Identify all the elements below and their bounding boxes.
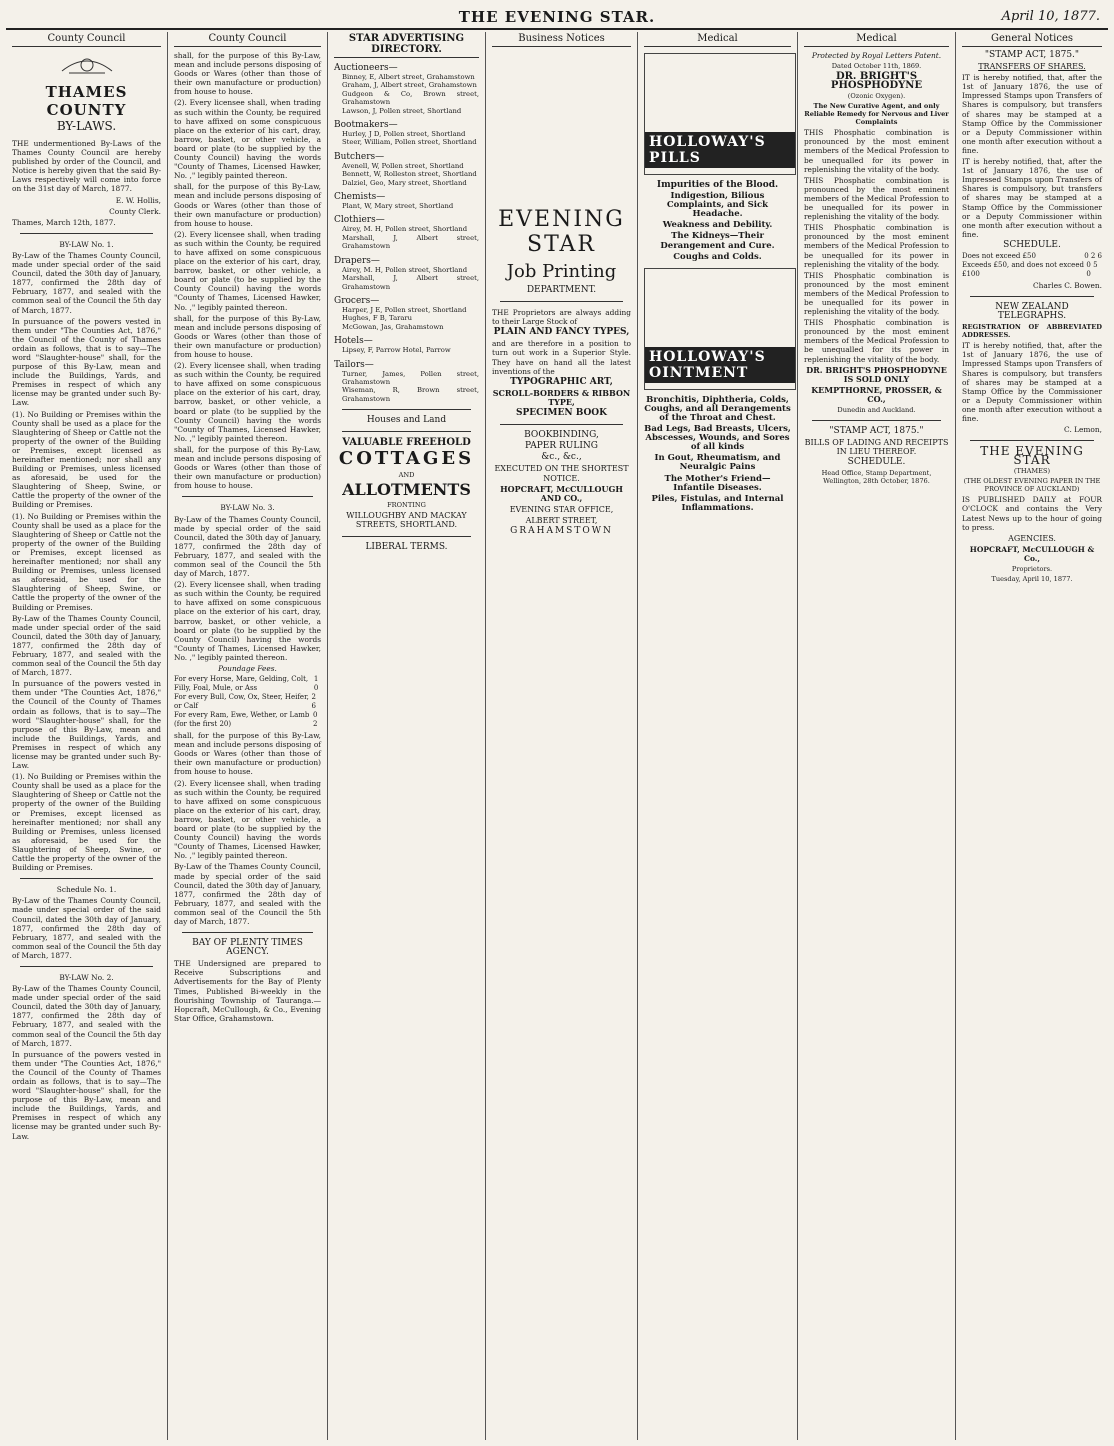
paragraph: In pursuance of the powers vested in them under "The Counties Act, 1876," the Council of the County of Thames ordain as follows, that is to say—The word "Slaughter-house" shall, for the purpose of this By-Law, mean and include the Buildings, Yards, and Premises in respect of which any license may be granted under such By-Law.	[12, 1049, 161, 1141]
schedule-label: Exceeds £50, and does not exceed £100	[962, 260, 1084, 278]
directory-entry: Lawson, J, Pollen street, Shortland	[342, 106, 462, 115]
divider	[20, 966, 153, 967]
section-heading: In Gout, Rheumatism, and Neuralgic Pains	[654, 453, 781, 473]
paragraph: By-Law of the Thames County Council, made under special order of the said Council, dated the 30th day of January, 1877, confirmed the 28th day of February, 1877, and sealed with the common seal of the Council the 5th day of March, 1877.	[12, 250, 161, 315]
sold-heading: DR. BRIGHT'S PHOSPHODYNE IS SOLD ONLY	[806, 364, 947, 384]
divider	[20, 878, 153, 879]
holloway-pills-illustration	[644, 53, 796, 175]
paragraph: shall, for the purpose of this By-Law, mean and include persons disposing of Goods or Wares (other than those of their own manufacture or production) from house to house.	[174, 444, 321, 491]
directory-entry: Harper, J E, Pollen street, Shortland	[342, 305, 467, 314]
paragraph: shall, for the purpose of this By-Law, mean and include persons disposing of Goods or Wares (other than those of their own manufacture or production) from house to house.	[174, 51, 321, 97]
bylaws-title: THAMES COUNTY	[45, 83, 128, 119]
ad-line: GRAHAMSTOWN	[510, 525, 613, 536]
pills-label: HOLLOWAY'S PILLS	[645, 132, 795, 168]
agents-location: Dunedin and Auckland.	[837, 406, 916, 414]
schedule-amount: 0 2 6	[1084, 251, 1102, 260]
fee-row	[174, 693, 321, 711]
paragraph: (1). No Building or Premises within the County shall be used as a place for the Slaughtering of Sheep or Cattle not the property of the owner of the Building or Premises, except licensed as hereinafter mentioned; nor shall any Building or Premises, unless licensed as aforesaid, be used for the Slaughtering of Sheep, Swine, or Cattle the property of the owner of the Building or Premises.	[12, 772, 161, 873]
section-heading: Indigestion, Bilious Complaints, and Sick Headache.	[666, 191, 769, 220]
paragraph: shall, for the purpose of this By-Law, mean and include persons disposing of Goods or Wares (other than those of their own manufacture or production) from house to house.	[174, 313, 321, 359]
directory-entry: Marshall, J, Albert street, Grahamstown	[342, 274, 479, 291]
schedule-heading: SCHEDULE.	[1003, 239, 1061, 250]
paragraph: shall, for the purpose of this By-Law, mean and include persons disposing of Goods or Wares (other than those of their own manufacture or production) from house to house.	[174, 731, 321, 777]
column-county-council-1	[6, 32, 168, 1440]
directory-category: Tailors—	[334, 359, 374, 370]
ad-line: ALBERT STREET,	[525, 515, 598, 525]
signature: E. W. Hollis,	[115, 195, 161, 205]
published-paragraph: IS PUBLISHED DAILY at FOUR O'CLOCK and contains the Very Latest News up to the hour of going to press.	[962, 495, 1102, 532]
divider	[20, 233, 153, 234]
ad-line: AND	[398, 471, 415, 480]
paragraph: (2). Every licensee shall, when trading as such within the County, be required to have affixed on some conspicuous place on the exterior of his cart, dray, barrow, basket, or other vehicle, a board or plate (to be supplied by the County Council) having the words "County of Thames, Licensed Hawker, No. ," legibly painted thereon.	[174, 361, 321, 443]
directory-entry: Wiseman, R, Brown street, Grahamstown	[342, 386, 479, 403]
section-heading: Coughs and Colds.	[673, 251, 762, 262]
directory-category: Butchers—	[334, 151, 385, 162]
ad-line: HOPCRAFT, McCULLOUGH AND CO.,	[500, 483, 623, 503]
paragraph: THIS Phosphatic combination is pronounced by the most eminent members of the Medical Profession to be unequalled for its power in replenishing the vitality of the body.	[804, 175, 949, 222]
fee-label: For every Ram, Ewe, Wether, or Lamb (for the first 20)	[174, 711, 310, 729]
divider	[182, 496, 313, 497]
signature: Charles C. Bowen.	[1032, 280, 1102, 290]
bay-paragraph: THE Undersigned are prepared to Receive Subscriptions and Advertisements for the Bay of Plenty Times, Published Bi-weekly in the flourishing Township of Tauranga.—Hopcraft, McCullough, & Co., Evening Star Office, Grahamstown.	[174, 959, 321, 1023]
paragraph: (2). Every licensee shall, when trading as such within the County, be required to have affixed on some conspicuous place on the exterior of his cart, dray, barrow, basket, or other vehicle, a board or plate (to be supplied by the County Council) having the words "County of Thames, Licensed Hawker, No. ," legibly painted thereon.	[174, 98, 321, 181]
fee-row	[174, 675, 321, 693]
agents-name: KEMPTHORNE, PROSSER, & CO.,	[811, 384, 942, 404]
paragraph: THIS Phosphatic combination is pronounced by the most eminent members of the Medical Profession to be unequalled for its power in replenishing the vitality of the body.	[804, 318, 949, 364]
head-office: Head Office, Stamp Department, Wellington, 28th October, 1876.	[821, 469, 932, 486]
bylaw-heading: BY-LAW No. 1.	[59, 239, 114, 249]
paragraph: IT is hereby notified, that, after the 1st of January 1876, the use of Impressed Stamps upon Transfers of Shares is compulsory, but transfers of shares may be stamped at a Stamp Office by the Commissioner or a Deputy Commissioner within one month after execution without a fine.	[962, 73, 1102, 155]
divider	[342, 409, 471, 410]
registration-heading: REGISTRATION OF ABBREVIATED ADDRESSES.	[962, 323, 1102, 340]
directory-entry: Airey, M. H, Pollen street, Shortland	[342, 265, 468, 274]
ad-line: EVENING STAR OFFICE,	[509, 504, 614, 514]
schedule-row	[962, 252, 1102, 261]
bay-heading: BAY OF PLENTY TIMES AGENCY.	[192, 938, 303, 958]
column-header: STAR ADVERTISING DIRECTORY.	[334, 32, 479, 58]
fee-amount: 1 0	[313, 675, 319, 693]
ad-line: SPECIMEN BOOK	[516, 408, 607, 419]
divider	[500, 301, 623, 302]
directory-category: Drapers—	[334, 255, 380, 266]
divider	[970, 296, 1094, 297]
column-header: General Notices	[962, 32, 1102, 47]
dateline: Thames, March 12th, 1877.	[12, 217, 116, 227]
ad-line: TYPOGRAPHIC ART,	[510, 376, 613, 387]
divider	[970, 440, 1094, 441]
product-name: DR. BRIGHT'S PHOSPHODYNE	[830, 71, 923, 92]
signature: C. Lemon,	[1064, 425, 1102, 435]
paragraph: By-Law of the Thames County Council, made under special order of the said Council, dated the 30th day of January, 1877, confirmed the 28th day of February, 1877, and sealed with the common seal of the Council the 5th day of March, 1877.	[12, 896, 161, 960]
schedule-heading: SCHEDULE.	[847, 457, 906, 468]
ad-line: BOOKBINDING,	[524, 430, 599, 441]
job-printing-heading: Job Printing	[506, 261, 617, 282]
column-general-notices	[956, 32, 1108, 1440]
bylaws-subtitle: BY-LAWS.	[56, 119, 117, 133]
directory-entry: Dalziel, Geo, Mary street, Shortland	[342, 178, 467, 187]
column-header: Medical	[644, 32, 791, 47]
masthead	[6, 6, 1108, 30]
directory-category: Clothiers—	[334, 215, 385, 226]
issue-date: April 10, 1877.	[1001, 9, 1100, 24]
directory-category: Grocers—	[334, 295, 380, 306]
bylaw-heading: BY-LAW No. 3.	[220, 503, 275, 513]
fee-label: For every Horse, Mare, Gelding, Colt, Filly, Foal, Mule, or Ass	[174, 675, 309, 693]
directory-category: Hotels—	[334, 336, 373, 347]
holloway-ointment-illustration	[644, 268, 796, 390]
ad-line: VALUABLE FREEHOLD	[342, 437, 471, 449]
paragraph: In pursuance of the powers vested in them under "The Counties Act, 1876," the Council of the County of Thames ordain as follows, that is to say—The word "Slaughter-house" shall, for the purpose of this By-Law, mean and include the Buildings, Yards, and Premises in respect of which any license may be granted under such By-Law.	[12, 316, 161, 408]
column-header: Medical	[804, 32, 949, 47]
directory-entry: Turner, James, Pollen street, Grahamstown	[342, 369, 479, 386]
paragraph: THIS Phosphatic combination is pronounced by the most eminent members of the Medical Profession to be unequalled for its power in replenishing the vitality of the body.	[804, 270, 949, 317]
directory-entry: Gudgeon & Co, Brown street, Grahamstown	[342, 89, 479, 107]
paragraph: THIS Phosphatic combination is pronounced by the most eminent members of the Medical Profession to be unequalled for its power in replenishing the vitality of the body.	[804, 223, 949, 269]
directory-entry: Graham, J, Albert street, Grahamstown	[342, 81, 477, 90]
transfers-heading: TRANSFERS OF SHARES.	[978, 62, 1086, 72]
product-subtitle: (Ozonic Oxygen).	[847, 92, 906, 101]
paragraph: (2). Every licensee shall, when trading as such within the County, be required to have affixed on some conspicuous place on the exterior of his cart, dray, barrow, basket, or other vehicle, a board or plate (to be supplied by the County Council) having the words "County of Thames, Licensed Hawker, No. ," legibly painted thereon.	[174, 778, 321, 861]
evening-star-heading: THE EVENING STAR	[980, 444, 1084, 468]
ad-line: LIBERAL TERMS.	[365, 541, 448, 552]
directory-entry: Bennett, W, Rolleston street, Shortland	[342, 170, 477, 179]
section-heading: Bronchitis, Diphtheria, Colds, Coughs, and all Derangements of the Throat and Chest.	[644, 394, 791, 423]
fee-amount: 0 2	[313, 711, 318, 729]
spacer	[492, 51, 631, 201]
divider	[342, 431, 471, 432]
divider	[812, 420, 941, 421]
directory-entry: Hughes, F B, Tararu	[342, 314, 413, 323]
column-medical-1	[638, 32, 798, 1440]
directory-entry: Airey, M. H, Pollen street, Shortland	[342, 225, 468, 234]
department-heading: DEPARTMENT.	[526, 285, 597, 295]
schedule-heading: Schedule No. 1.	[56, 885, 117, 895]
directory-entry: Avenell, W, Pollen street, Shortland	[342, 161, 464, 170]
fee-label: For every Bull, Cow, Ox, Steer, Heifer, or Calf	[174, 693, 309, 711]
agencies-heading: AGENCIES.	[1008, 533, 1056, 543]
divider	[342, 536, 471, 537]
directory-entry: Steer, William, Pollen street, Shortland	[342, 138, 477, 147]
ad-line: &c., &c.,	[541, 452, 582, 463]
fees-heading: Poundage Fees.	[218, 664, 277, 673]
paragraph: (2). Every licensee shall, when trading as such within the County, be required to have affixed on some conspicuous place on the exterior of his cart, dray, barrow, basket, or other vehicle, a board or plate (to be supplied by the County Council) having the words "County of Thames, Licensed Hawker, No. ," legibly painted thereon.	[174, 580, 321, 662]
paragraph: By-Law of the Thames County Council, made by special order of the said Council, dated the 30th day of January, 1877, confirmed the 28th day of February, 1877, and sealed with the common seal of the Council the 5th day of March, 1877.	[174, 862, 321, 926]
divider	[500, 424, 623, 425]
paragraph: THE Proprietors are always adding to their Large Stock of	[492, 308, 631, 327]
directory-list	[334, 63, 479, 403]
section-heading: Piles, Fistulas, and Internal Inflammations.	[651, 493, 784, 513]
intro-paragraph: THE undermentioned By-Laws of the Thames County Council are hereby published by order of the Council, and Notice is hereby given that the said By-Laws respectively will come into force on the 31st day of March, 1877.	[12, 139, 161, 194]
bills-heading: BILLS OF LADING AND RECEIPTS IN LIEU THEREOF.	[804, 438, 949, 457]
directory-entry: McGowan, Jas, Grahamstown	[342, 322, 444, 331]
paragraph: and are therefore in a position to turn out work in a Superior Style. They have on hand all the latest inventions of the	[492, 339, 631, 376]
paragraph: (1). No Building or Premises within the County shall be used as a place for the Slaughtering of Sheep or Cattle not the property of the owner of the Building or Premises, except licensed as hereinafter mentioned; nor shall any Building or Premises, unless licensed as aforesaid, be used for the Slaughtering of Sheep, Swine, or Cattle the property of the owner of the Building or Premises.	[12, 511, 161, 612]
section-heading: Impurities of the Blood.	[656, 180, 779, 190]
product-tagline: The New Curative Agent, and only Reliable Remedy for Nervous and Liver Complaints	[804, 102, 949, 127]
column-header: Business Notices	[492, 32, 631, 47]
section-heading: The Kidneys—Their Derangement and Cure.	[660, 231, 775, 251]
paragraph: By-Law of the Thames County Council, made by special order of the said Council, dated the 30th day of January, 1877, confirmed the 28th day of February, 1877, and sealed with the common seal of the Council the 5th day of March, 1877.	[174, 514, 321, 579]
divider	[182, 932, 313, 933]
paragraph: In pursuance of the powers vested in them under "The Counties Act, 1876," the Council of the County of Thames ordain as follows, that is to say—The word "Slaughter-house" shall, for the purpose of this By-Law, mean and include the Buildings, Yards, and Premises in respect of which any license may be granted under such By-Law.	[12, 679, 161, 771]
ointment-label: HOLLOWAY'S OINTMENT	[645, 347, 795, 383]
directory-entry: Binney, E, Albert street, Grahamstown	[342, 73, 475, 81]
signature-title: County Clerk.	[109, 206, 161, 216]
schedule-row	[962, 261, 1102, 279]
paragraph: By-Law of the Thames County Council, made under special order of the said Council, dated the 30th day of January, 1877, confirmed the 28th day of February, 1877, and sealed with the common seal of the Council the 5th day of March, 1877.	[12, 984, 161, 1048]
ad-line: WILLOUGHBY AND MACKAY STREETS, SHORTLAND.	[346, 511, 467, 530]
oldest-line: (THE OLDEST EVENING PAPER IN THE PROVINCE OF AUCKLAND)	[963, 477, 1101, 494]
column-header: County Council	[12, 32, 161, 47]
section-heading: Bad Legs, Bad Breasts, Ulcers, Abscesses, Wounds, and Sores of all kinds	[644, 424, 791, 453]
ad-line: COTTAGES	[338, 448, 475, 470]
paragraph: shall, for the purpose of this By-Law, mean and include persons disposing of Goods or Wares (other than those of their own manufacture or production) from house to house.	[174, 182, 321, 228]
paragraph: THIS Phosphatic combination is pronounced by the most eminent members of the Medical Profession to be unequalled for its power in replenishing the vitality of the body.	[804, 128, 949, 174]
page-columns	[6, 32, 1108, 1440]
newspaper-title: THE EVENING STAR.	[458, 8, 656, 26]
directory-category: Bootmakers—	[334, 120, 398, 131]
directory-entry: Hurley, J D, Pollen street, Shortland	[342, 130, 466, 139]
proprietor-title: Proprietors.	[1011, 565, 1053, 574]
ad-line: PLAIN AND FANCY TYPES,	[493, 327, 630, 338]
stamp-act-heading: "STAMP ACT, 1875."	[829, 426, 924, 436]
ad-line: SCROLL-BORDERS & RIBBON TYPE,	[492, 387, 631, 407]
paragraph: (2). Every licensee shall, when trading as such within the County, be required to have affixed on some conspicuous place on the exterior of his cart, dray, barrow, basket, or other vehicle, a board or plate (to be supplied by the County Council) having the words "County of Thames, Licensed Hawker, No. ," legibly painted thereon.	[174, 229, 321, 312]
paragraph: IT is hereby notified, that, after the 1st of January 1876, the use of Impressed Stamps upon Transfers of Shares is compulsory, but transfers of shares may be stamped at a Stamp Office by the Commissioner or a Deputy Commissioner within one month after execution without a fine.	[962, 157, 1102, 239]
telegraphs-heading: NEW ZEALAND TELEGRAPHS.	[995, 302, 1069, 322]
ad-line: PAPER RULING	[525, 441, 598, 452]
column-header: County Council	[174, 32, 321, 47]
directory-category: Auctioneers—	[334, 63, 398, 73]
fee-row	[174, 711, 321, 729]
stamp-act-heading: "STAMP ACT, 1875."	[984, 50, 1080, 60]
issue-line: Tuesday, April 10, 1877.	[991, 575, 1073, 584]
column-medical-2	[798, 32, 956, 1440]
section-heading: Weakness and Debility.	[662, 220, 773, 231]
patent-date: Dated October 11th, 1869.	[831, 62, 922, 71]
column-business-notices	[486, 32, 638, 1440]
ad-line: ALLOTMENTS	[342, 480, 471, 500]
schedule-amount: 0 5 0	[1086, 260, 1098, 278]
proprietor-name: HOPCRAFT, McCULLOUGH & Co.,	[969, 544, 1095, 563]
thames-subheading: (THAMES)	[1013, 467, 1051, 476]
evening-star-heading: EVENING STAR	[498, 207, 625, 257]
column-directory	[328, 32, 486, 1440]
directory-category: Chemists—	[334, 192, 386, 203]
paragraph: By-Law of the Thames County Council, made under special order of the said Council, dated the 30th day of January, 1877, confirmed the 28th day of February, 1877, and sealed with the common seal of the Council the 5th day of March, 1877.	[12, 613, 161, 678]
schedule-label: Does not exceed £50	[962, 251, 1036, 260]
directory-entry: Marshall, J, Albert street, Grahamstown	[342, 233, 479, 251]
ad-line: FRONTING	[387, 501, 426, 510]
directory-entry: Lipsey, F, Parrow Hotel, Parrow	[342, 346, 451, 355]
section-heading: Houses and Land	[366, 415, 447, 426]
paragraph: IT is hereby notified, that, after the 1st of January 1876, the use of Impressed Stamps upon Transfers of Shares is compulsory, but transfers of shares may be stamped at a Stamp Office by the Commissioner or a Deputy Commissioner within one month after execution without a fine.	[962, 341, 1102, 423]
paragraph: (1). No Building or Premises within the County shall be used as a place for the Slaughtering of Sheep or Cattle not the property of the owner of the Building or Premises, except licensed as hereinafter mentioned; nor shall any Building or Premises, unless licensed as aforesaid, be used for the Slaughtering of Sheep, Swine, or Cattle the property of the owner of the Building or Premises.	[12, 409, 161, 510]
protected-line: Protected by Royal Letters Patent.	[811, 51, 942, 60]
section-heading: The Mother's Friend—Infantile Diseases.	[664, 473, 771, 493]
bylaw-heading: BY-LAW No. 2.	[59, 972, 114, 982]
column-county-council-2	[168, 32, 328, 1440]
coat-of-arms-icon	[57, 51, 117, 77]
ad-line: EXECUTED ON THE SHORTEST NOTICE.	[494, 464, 629, 483]
fee-amount: 2 6	[311, 693, 316, 711]
directory-entry: Plant, W, Mary street, Shortland	[342, 202, 454, 211]
